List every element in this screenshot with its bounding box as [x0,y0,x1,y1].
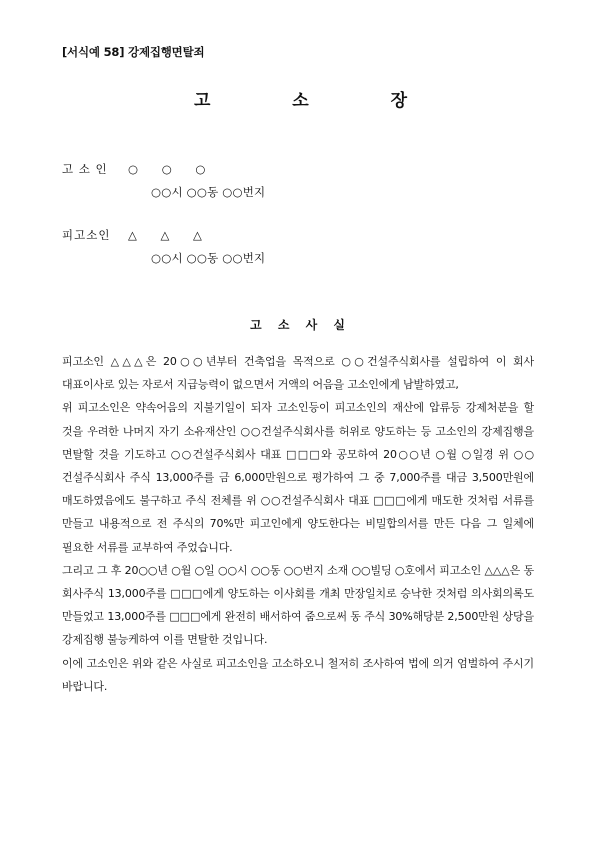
complainant-role: 고 소 인 [62,162,108,176]
section-title: 고 소 사 실 [250,318,351,332]
paragraph-1: 피고소인 △△△은 20○○년부터 건축업을 목적으로 ○○건설주식회사를 설립하여 이 회사 대표이사로 있는 자로서 지급능력이 없으면서 거액의 어음을 고소인에게 남발하였고, [62,355,534,392]
accused-address: ○○시 ○○동 ○○번지 [151,251,266,265]
paragraph-2: 위 피고소인은 약속어음의 지불기일이 되자 고소인등이 피고소인의 재산에 압류등 강제처분을 할 것을 우려한 나머지 자기 소유재산인 ○○건설주식회사를 허위로 양도하는 등 고소인의 강제집행을 면탈할 것을 기도하고 ○○건설주식회사 대표 □□□와 공모하여 20○○년 ○월 ○일경 위 ○○건설주식회사 주식 13,000주를 금 6,000만원으로 평가하여 그 중 7,000주를 대금 3,500만원에 매도하였음에도 불구하고 주식 전체를 위 ○○건설주식회사 대표 □□□에게 매도한 것처럼 서류를 만들고 내용적으로 전 주식의 70%만 피고인에게 양도한다는 비밀합의서를 만든 다음 그 일체에 필요한 서류를 교부하여 주었습니다. [62,401,534,554]
complaint-body [62,350,534,698]
accused-block [62,227,265,266]
paragraph-3: 그리고 그 후 20○○년 ○월 ○일 ○○시 ○○동 ○○번지 소재 ○○빌딩 ○호에서 피고소인 △△△은 동 회사주식 13,000주를 □□□에게 양도하는 이사회를 개최 만장일치로 승낙한 것처럼 의사회의록도 만들었고 13,000주를 □□□에게 완전히 배서하여 줌으로써 동 주식 30%해당분 2,500만원 상당을 강제집행 불능케하여 이를 면탈한 것입니다. [62,563,534,647]
complainant-name: ○ ○ ○ [128,162,216,176]
paragraph-4: 이에 고소인은 위와 같은 사실로 피고소인을 고소하오니 철저히 조사하여 법에 의거 엄벌하여 주시기 바랍니다. [62,656,534,693]
accused-role: 피고소인 [62,228,111,242]
document-title: 고 소 장 [193,91,446,111]
accused-name: △ △ △ [128,228,212,242]
complainant-block [62,161,265,200]
form-label: [서식예 58] 강제집행면탈죄 [62,45,205,59]
complainant-address: ○○시 ○○동 ○○번지 [151,185,266,199]
